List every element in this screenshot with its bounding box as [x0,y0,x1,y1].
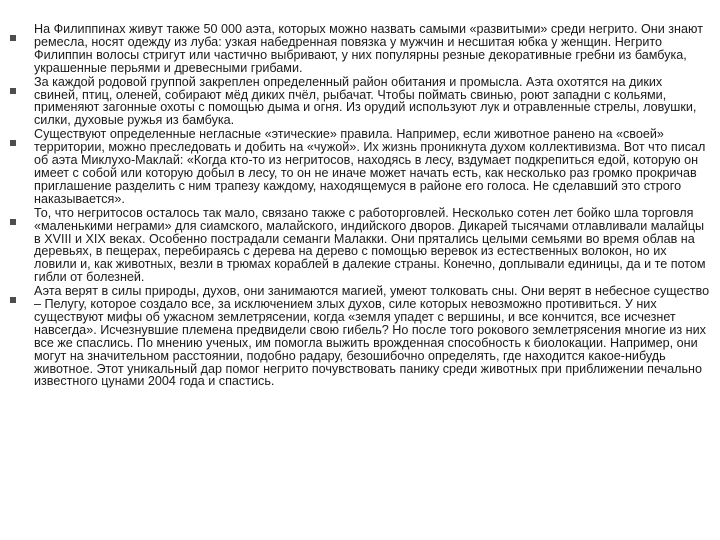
bullet-item [10,207,710,284]
paragraph-text: За каждой родовой группой закреплен определенный район обитания и промысла. Аэта охотятся на диких свиней, птиц, оленей, собирают мёд диких пчёл, рыбачат. Чтобы поймать свинью, роют западни с кольями, применяют загонные охоты с помощью дыма и огня. Из орудий используют лук и отравленные стрелы, ловушки, силки, духовые ружья из бамбука. [34,74,697,128]
bullet-item [10,128,710,205]
paragraph-text: Аэта верят в силы природы, духов, они занимаются магией, умеют толковать сны. Они верят в небесное существо – Пелугу, которое создало все, за исключением злых духов, силе которых невозможно противиться. У них существуют мифы об ужасном землетрясении, когда «земля упадет с вершины, и все кончится, все исчезнет навсегда». Исчезнувшие племена предвидели свою гибель? Но после того рокового землетрясения многие из них все же спаслись. По мнению ученых, им помогла выжить врожденная способность к биолокации. Например, они могут на значительном расстоянии, подобно радару, безошибочно определять, где находится какое-нибудь животное. Этот уникальный дар помог негрито почувствовать панику среди животных при приближении печально известного цунами 2004 года и спастись. [34,284,710,389]
square-bullet-icon [10,140,16,146]
paragraph-text: На Филиппинах живут также 50 000 аэта, которых можно назвать самыми «развитыми» среди негрито. Они знают ремесла, носят одежду из луба: узкая набедренная повязка у мужчин и несшитая юбка у женщин. Негрито Филиппин волосы стригут или частично выбривают, у них популярны резные декоративные гребни из бамбука, украшенные перьями и древесными грибами. [34,22,703,75]
bullet-item [10,76,710,128]
bullet-list [10,23,710,389]
paragraph-text: То, что негритосов осталось так мало, связано также с работорговлей. Несколько сотен лет бойко шла торговля «маленькими неграми» для сиамского, малайского, индийского дворов. Дикарей тысячами отлавливали малайцы в XVIII и XIX веках. Особенно пострадали семанги Малакки. Они прятались целыми семьями во время облав на деревьях, в пещерах, перебираясь с дерева на дерево с помощью веревок из естественных волокон, но их ловили и, как животных, везли в трюмах кораблей в далекие страны. Конечно, доплывали единицы, да и те потом гибли от болезней. [34,205,706,285]
paragraph-text: Существуют определенные негласные «этические» правила. Например, если животное ранено на «своей» территории, можно преследовать и добить на «чужой». Их жизнь проникнута духом коллективизма. Вот что писал об аэта Миклухо-Маклай: «Когда кто-то из негритосов, находясь в лесу, вздумает подкрепиться едой, которую он имеет с собой или которую добыл в лесу, то он не иначе может начать есть, как несколько раз громко прокричав приглашение разделить с ним трапезу каждому, находящемуся в районе его голоса. Не сделавший это строго наказывается». [34,127,706,206]
square-bullet-icon [10,219,16,225]
bullet-item [10,23,710,75]
square-bullet-icon [10,35,16,41]
bullet-item [10,285,710,388]
square-bullet-icon [10,88,16,94]
square-bullet-icon [10,297,16,303]
